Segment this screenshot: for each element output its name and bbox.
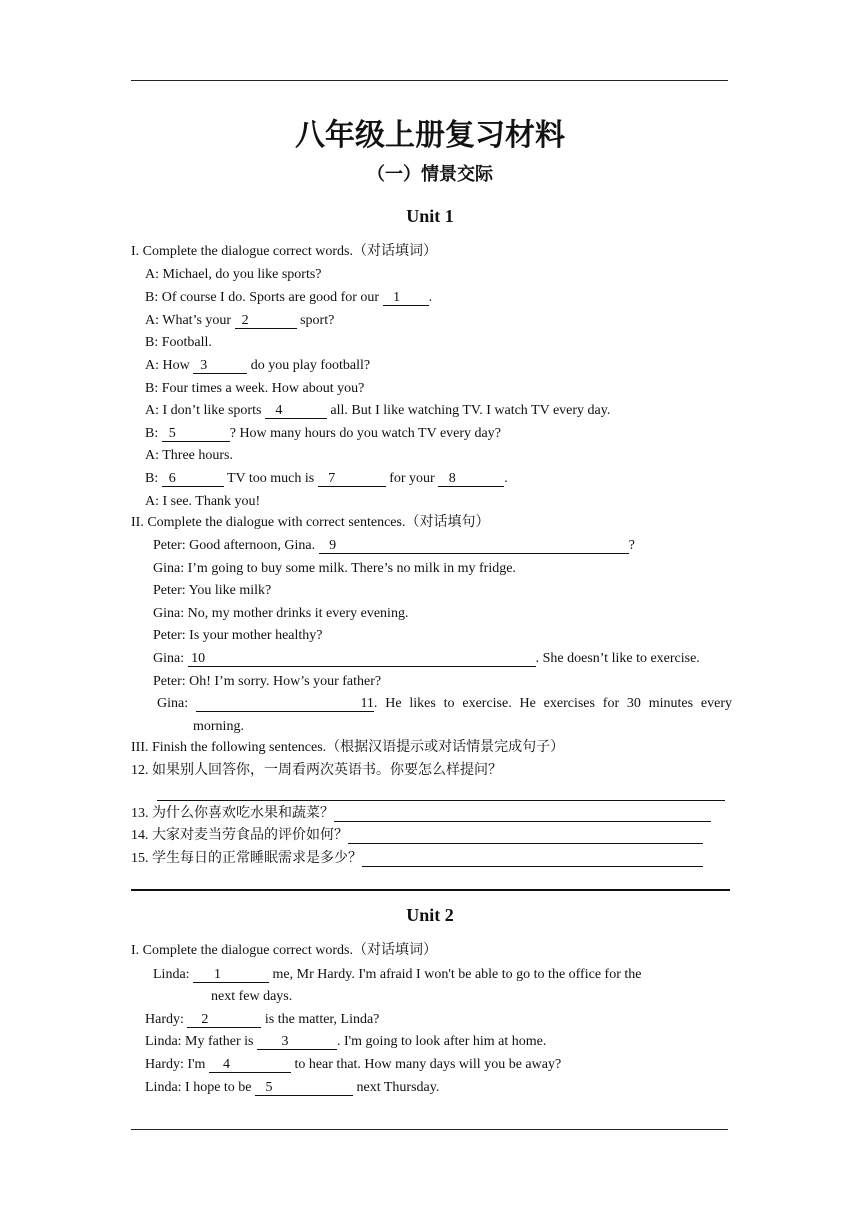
blank-1[interactable]: 1 [383, 290, 429, 306]
unit2-sec1-header: I. Complete the dialogue correct words.（对话填词） [131, 943, 437, 958]
question-15: 15. 学生每日的正常睡眠需求是多少？ [131, 850, 703, 868]
dialogue-line: A: I don’t like sports 4 all. But I like watching TV. I watch TV every day. [145, 403, 611, 418]
blank-11[interactable]: 11 [196, 696, 374, 712]
dialogue-line: A: What’s your 2 sport? [145, 313, 335, 328]
blank-2[interactable]: 2 [187, 1012, 261, 1028]
unit1-sec1-header: I. Complete the dialogue correct words.（对话填词） [131, 244, 437, 259]
question-13: 13. 为什么你喜欢吃水果和蔬菜？ [131, 805, 711, 823]
blank-6[interactable]: 6 [162, 471, 224, 487]
dialogue-line: B: Of course I do. Sports are good for our 1 . [145, 290, 433, 305]
top-rule [131, 80, 728, 81]
dialogue-line: B: 5 ? How many hours do you watch TV every day? [145, 426, 501, 441]
answer-line-14[interactable] [348, 828, 703, 844]
dialogue-line: morning. [193, 719, 244, 734]
blank-5[interactable]: 5 [162, 426, 230, 442]
dialogue-line: Linda: I hope to be 5 next Thursday. [145, 1080, 440, 1095]
dialogue-line: Hardy: I'm 4 to hear that. How many days will you be away? [145, 1057, 562, 1072]
dialogue-line: B: 6 TV too much is 7 for your 8 . [145, 471, 508, 486]
dialogue-line: A: How 3 do you play football? [145, 358, 371, 373]
page-title: 八年级上册复习材料 [295, 119, 565, 152]
dialogue-line: Hardy: 2 is the matter, Linda? [145, 1012, 380, 1027]
dialogue-line: Peter: You like milk? [153, 583, 272, 598]
dialogue-line: next few days. [211, 989, 293, 1004]
blank-7[interactable]: 7 [318, 471, 386, 487]
unit1-sec3-header: III. Finish the following sentences.（根据汉语提示或对话情景完成句子） [131, 740, 565, 755]
section-divider [131, 889, 730, 891]
blank-3[interactable]: 3 [193, 358, 247, 374]
page-subtitle: （一）情景交际 [367, 164, 493, 184]
unit2-heading: Unit 2 [406, 905, 454, 925]
dialogue-line: Gina: 11. He likes to exercise. He exercises for 30 minutes every [157, 696, 732, 711]
blank-10[interactable]: 10 [188, 651, 536, 667]
blank-4[interactable]: 4 [265, 403, 327, 419]
dialogue-line: Gina: No, my mother drinks it every evening. [153, 606, 409, 621]
blank-5[interactable]: 5 [255, 1080, 353, 1096]
dialogue-line: Linda: 1 me, Mr Hardy. I'm afraid I won't be able to go to the office for the [153, 967, 642, 982]
dialogue-line: Peter: Is your mother healthy? [153, 628, 323, 643]
answer-line-12[interactable] [157, 784, 725, 801]
unit1-sec2-header: II. Complete the dialogue with correct sentences.（对话填句） [131, 515, 490, 530]
dialogue-line: A: Michael, do you like sports? [145, 267, 322, 282]
unit1-heading: Unit 1 [406, 206, 454, 226]
blank-8[interactable]: 8 [438, 471, 504, 487]
blank-4[interactable]: 4 [209, 1057, 291, 1073]
blank-3[interactable]: 3 [257, 1034, 337, 1050]
question-12: 12. 如果别人回答你，一周看两次英语书。你要怎么样提问？ [131, 763, 502, 778]
answer-line-13[interactable] [334, 806, 711, 822]
dialogue-line: A: Three hours. [145, 448, 233, 463]
dialogue-line: Linda: My father is 3 . I'm going to look after him at home. [145, 1034, 547, 1049]
blank-2[interactable]: 2 [235, 313, 297, 329]
answer-line-15[interactable] [362, 851, 703, 867]
dialogue-line: Peter: Good afternoon, Gina. 9 ? [153, 538, 635, 553]
dialogue-line: Peter: Oh! I’m sorry. How’s your father? [153, 674, 382, 689]
dialogue-line: Gina: I’m going to buy some milk. There’s no milk in my fridge. [153, 561, 516, 576]
dialogue-line: A: I see. Thank you! [145, 494, 261, 509]
question-14: 14. 大家对麦当劳食品的评价如何？ [131, 827, 703, 845]
blank-9[interactable]: 9 [319, 538, 629, 554]
blank-1[interactable]: 1 [193, 967, 269, 983]
bottom-rule [131, 1129, 728, 1130]
dialogue-line: B: Four times a week. How about you? [145, 381, 365, 396]
dialogue-line: B: Football. [145, 335, 212, 350]
dialogue-line: Gina: 10 . She doesn’t like to exercise. [153, 651, 700, 666]
